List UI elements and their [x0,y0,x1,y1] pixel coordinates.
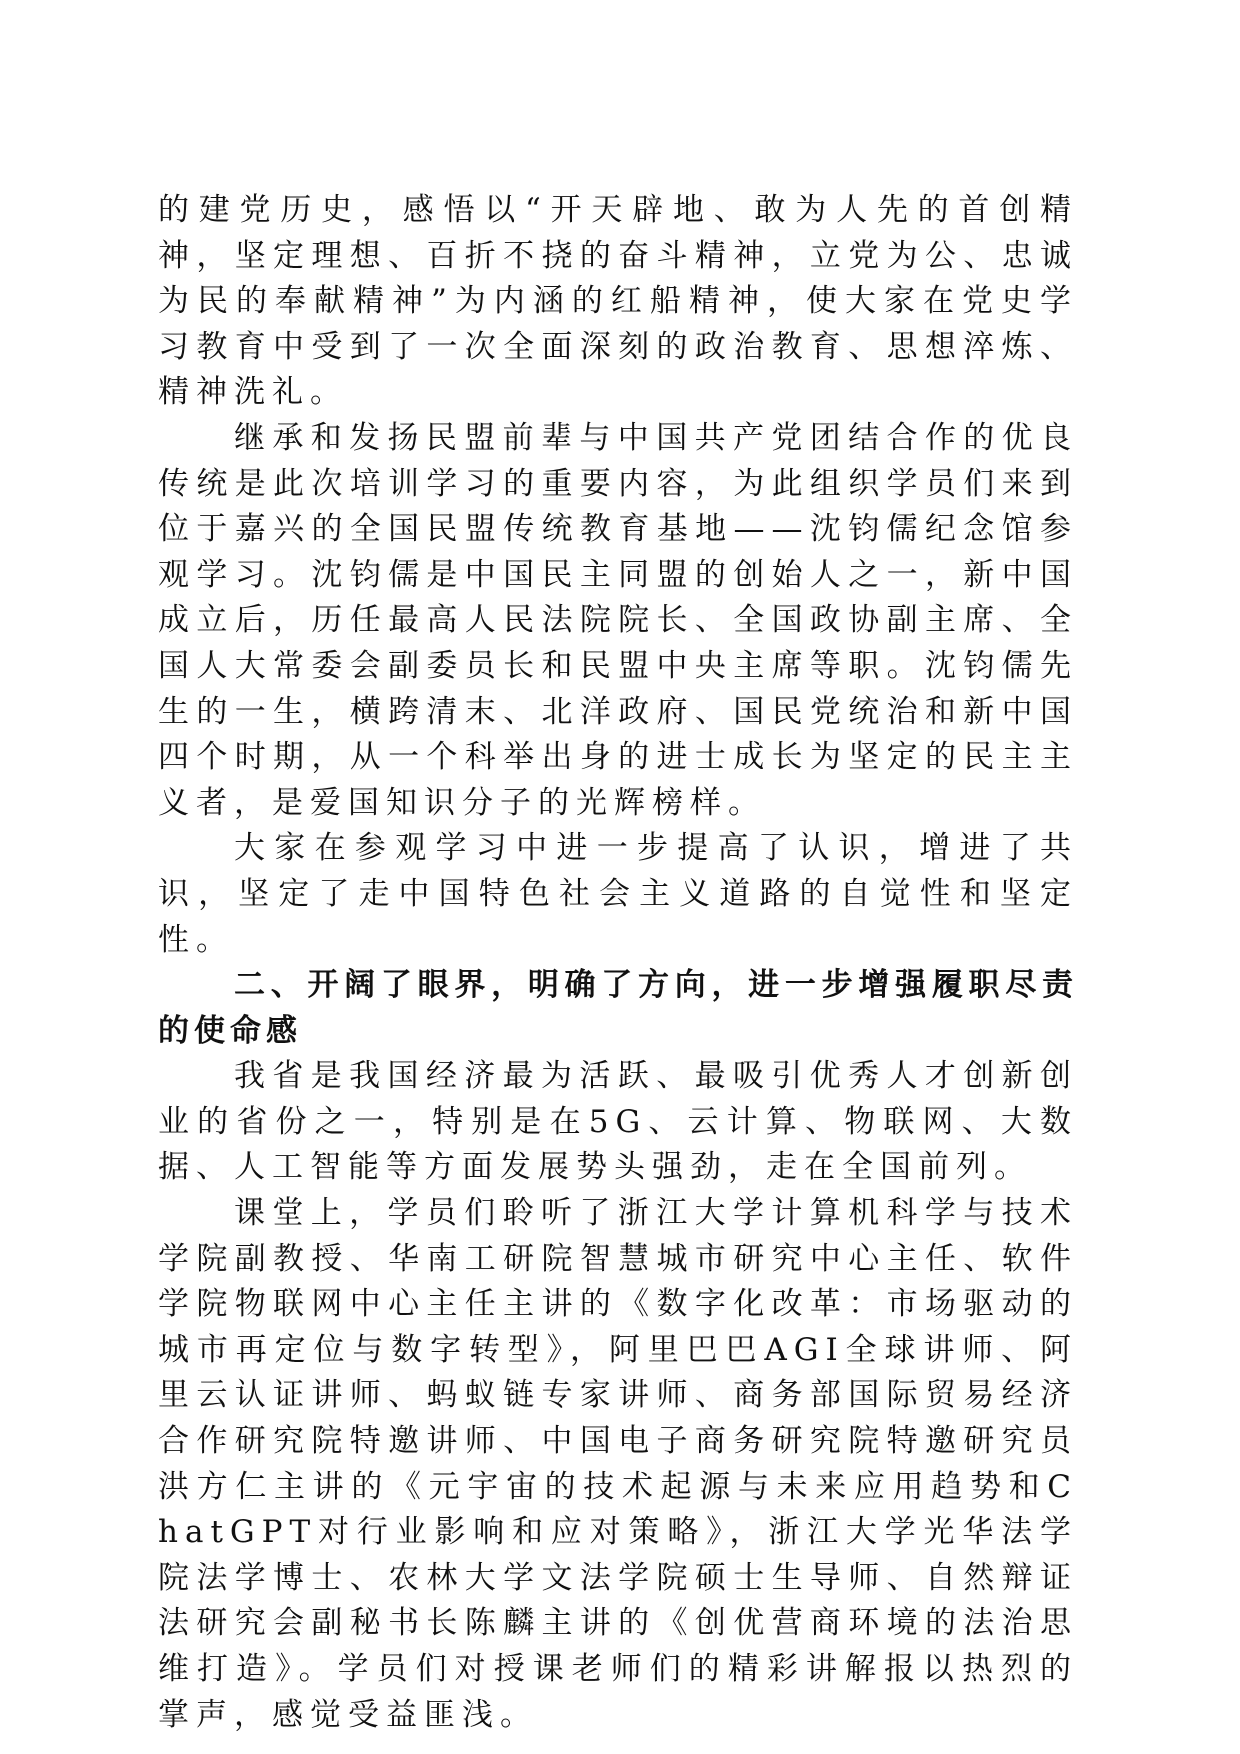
paragraph-visit-consensus: 大家在参观学习中进一步提高了认识，增进了共识，坚定了走中国特色社会主义道路的自觉性和坚定性。 [158,830,1078,958]
paragraph-province-economy: 我省是我国经济最为活跃、最吸引优秀人才创新创业的省份之一，特别是在5G、云计算、物联网、大数据、人工智能等方面发展势头强劲，走在全国前列。 [158,1058,1078,1186]
paragraph-classroom-lectures: 课堂上，学员们聆听了浙江大学计算机科学与技术学院副教授、华南工研院智慧城市研究中心主任、软件学院物联网中心主任主讲的《数字化改革：市场驱动的城市再定位与数字转型》，阿里巴巴AGI全球讲师、阿里云认证讲师、蚂蚁链专家讲师、商务部国际贸易经济合作研究院特邀讲师、中国电子商务研究院特邀研究员洪方仁主讲的《元宇宙的技术起源与未来应用趋势和C hatGPT对行业影响和应对策略》，浙江大学光华法学院法学博士、农林大学文法学院硕士生导师、自然辩证法研究会副秘书长陈麟主讲的《创优营商环境的法治思维打造》。学员们对授课老师们的精彩讲解报以热烈的掌声，感觉受益匪浅。 [158,1195,1078,1733]
section-heading-2: 二、开阔了眼界，明确了方向，进一步增强履职尽责的使命感 [158,967,1078,1049]
paragraph-party-history-spirit: 的建党历史，感悟以“开天辟地、敢为人先的首创精神，坚定理想、百折不挠的奋斗精神，立党为公、忠诚为民的奉献精神”为内涵的红船精神，使大家在党史学习教育中受到了一次全面深刻的政治教育、思想淬炼、精神洗礼。 [158,192,1078,411]
paragraph-shen-junru-memorial: 继承和发扬民盟前辈与中国共产党团结合作的优良传统是此次培训学习的重要内容，为此组织学员们来到位于嘉兴的全国民盟传统教育基地——沈钧儒纪念馆参观学习。沈钧儒是中国民主同盟的创始人之一，新中国成立后，历任最高人民法院院长、全国政协副主席、全国人大常委会副委员长和民盟中央主席等职。沈钧儒先生的一生，横跨清末、北洋政府、国民党统治和新中国四个时期，从一个科举出身的进士成长为坚定的民主主义者，是爱国知识分子的光辉榜样。 [158,419,1078,821]
document-body [158,188,1078,1738]
